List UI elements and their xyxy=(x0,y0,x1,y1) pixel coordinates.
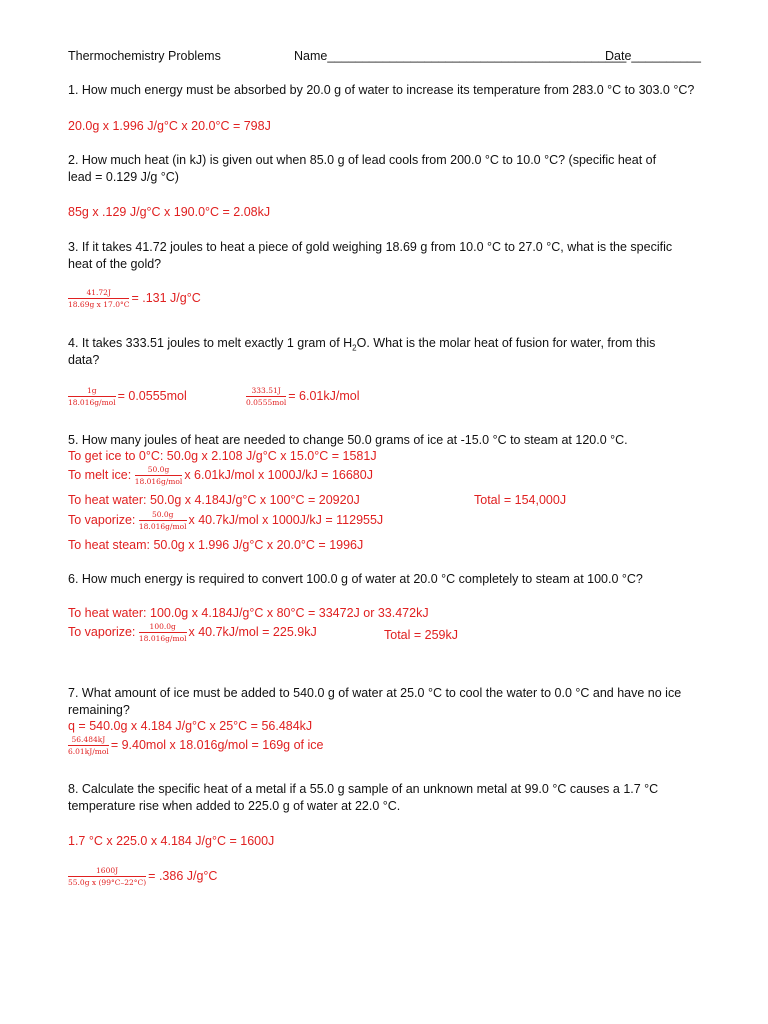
fraction: $\frac{56.484kJ}{\text{6.01kJ/mol}}$ xyxy=(68,735,109,756)
answer-6-total: Total = 259kJ xyxy=(384,628,459,642)
question-6: 6. How much energy is required to convert 100.0 g of water at 20.0 °C completely to steam at 100.0 °C? xyxy=(68,572,643,586)
fraction: $\frac{50.0g}{\text{18.016g/mol}}$ xyxy=(138,510,187,531)
fraction: $\frac{41.72J}{\text{18.69g x 17.0°C}}$ xyxy=(68,288,130,309)
answer-8-step-1: 1.7 °C x 225.0 x 4.184 J/g°C = 1600J xyxy=(68,834,275,848)
answer-7-step-1: q = 540.0g x 4.184 J/g°C x 25°C = 56.484kJ xyxy=(68,719,313,733)
answer-5-step-2: To melt ice: $\frac{50.0g}{\text{18.016g/mol}}$ x 6.01kJ/mol x 1000J/kJ = 16680J xyxy=(68,465,373,486)
answer-7-step-2: $\frac{56.484kJ}{\text{6.01kJ/mol}}$ = 9.40mol x 18.016g/mol = 169g of ice xyxy=(68,735,324,756)
question-1: 1. How much energy must be absorbed by 20.0 g of water to increase its temperature from 283.0 °C to 303.0 °C? xyxy=(68,83,695,97)
answer-3: $\frac{41.72J}{\text{18.69g x 17.0°C}}$ = .131 J/g°C xyxy=(68,288,201,309)
answer-5-total: Total = 154,000J xyxy=(474,493,567,507)
answer-5-step-4: To vaporize: $\frac{50.0g}{\text{18.016g/mol}}$ x 40.7kJ/mol x 1000J/kJ = 112955J xyxy=(68,510,384,531)
date-field[interactable]: Date__________ xyxy=(605,49,701,63)
fraction: $\frac{1600J}{\text{55.0g x (99°C–22°C)}}$ xyxy=(68,866,147,887)
answer-6-step-1: To heat water: 100.0g x 4.184J/g°C x 80°C = 33472J or 33.472kJ xyxy=(68,606,429,620)
question-4-line-2: data? xyxy=(68,353,100,367)
fraction: $\frac{333.51J}{\text{0.0555mol}}$ xyxy=(246,386,287,407)
answer-4a: $\frac{1g}{\text{18.016g/mol}}$ = 0.0555mol xyxy=(68,386,187,407)
answer-6-step-2: To vaporize: $\frac{100.0g}{\text{18.016g/mol}}$ x 40.7kJ/mol = 225.9kJ xyxy=(68,622,317,643)
answer-4b: $\frac{333.51J}{\text{0.0555mol}}$ = 6.01kJ/mol xyxy=(246,386,360,407)
fraction: $\frac{100.0g}{\text{18.016g/mol}}$ xyxy=(138,622,187,643)
answer-2: 85g x .129 J/g°C x 190.0°C = 2.08kJ xyxy=(68,205,271,219)
name-field[interactable]: Name___________________________________________ xyxy=(294,49,627,63)
worksheet-title: Thermochemistry Problems xyxy=(68,49,221,63)
answer-8-step-2: $\frac{1600J}{\text{55.0g x (99°C–22°C)}}$ = .386 J/g°C xyxy=(68,866,218,887)
fraction: $\frac{1g}{\text{18.016g/mol}}$ xyxy=(68,386,116,407)
answer-5-step-1: To get ice to 0°C: 50.0g x 2.108 J/g°C x 15.0°C = 1581J xyxy=(68,449,377,463)
question-8-line-2: temperature rise when added to 225.0 g of water at 22.0 °C. xyxy=(68,799,401,813)
question-5: 5. How many joules of heat are needed to change 50.0 grams of ice at -15.0 °C to steam at 120.0 °C. xyxy=(68,433,628,447)
question-3-line-1: 3. If it takes 41.72 joules to heat a piece of gold weighing 18.69 g from 10.0 °C to 27.0 °C, what is the specific xyxy=(68,240,673,254)
question-7-line-1: 7. What amount of ice must be added to 540.0 g of water at 25.0 °C to cool the water to 0.0 °C and have no ice xyxy=(68,686,682,700)
question-2-line-2: lead = 0.129 J/g °C) xyxy=(68,170,179,184)
answer-5-step-5: To heat steam: 50.0g x 1.996 J/g°C x 20.0°C = 1996J xyxy=(68,538,364,552)
answer-1: 20.0g x 1.996 J/g°C x 20.0°C = 798J xyxy=(68,119,271,133)
fraction: $\frac{50.0g}{\text{18.016g/mol}}$ xyxy=(134,465,183,486)
question-7-line-2: remaining? xyxy=(68,703,130,717)
question-3-line-2: heat of the gold? xyxy=(68,257,162,271)
question-8-line-1: 8. Calculate the specific heat of a metal if a 55.0 g sample of an unknown metal at 99.0 °C causes a 1.7 °C xyxy=(68,782,659,796)
question-2-line-1: 2. How much heat (in kJ) is given out when 85.0 g of lead cools from 200.0 °C to 10.0 °C? (specific heat of xyxy=(68,153,657,167)
question-4-line-1: 4. It takes 333.51 joules to melt exactly 1 gram of $H_2O$. What is the molar heat of fusion for water, from this xyxy=(68,336,656,353)
answer-5-step-3: To heat water: 50.0g x 4.184J/g°C x 100°C = 20920J xyxy=(68,493,360,507)
